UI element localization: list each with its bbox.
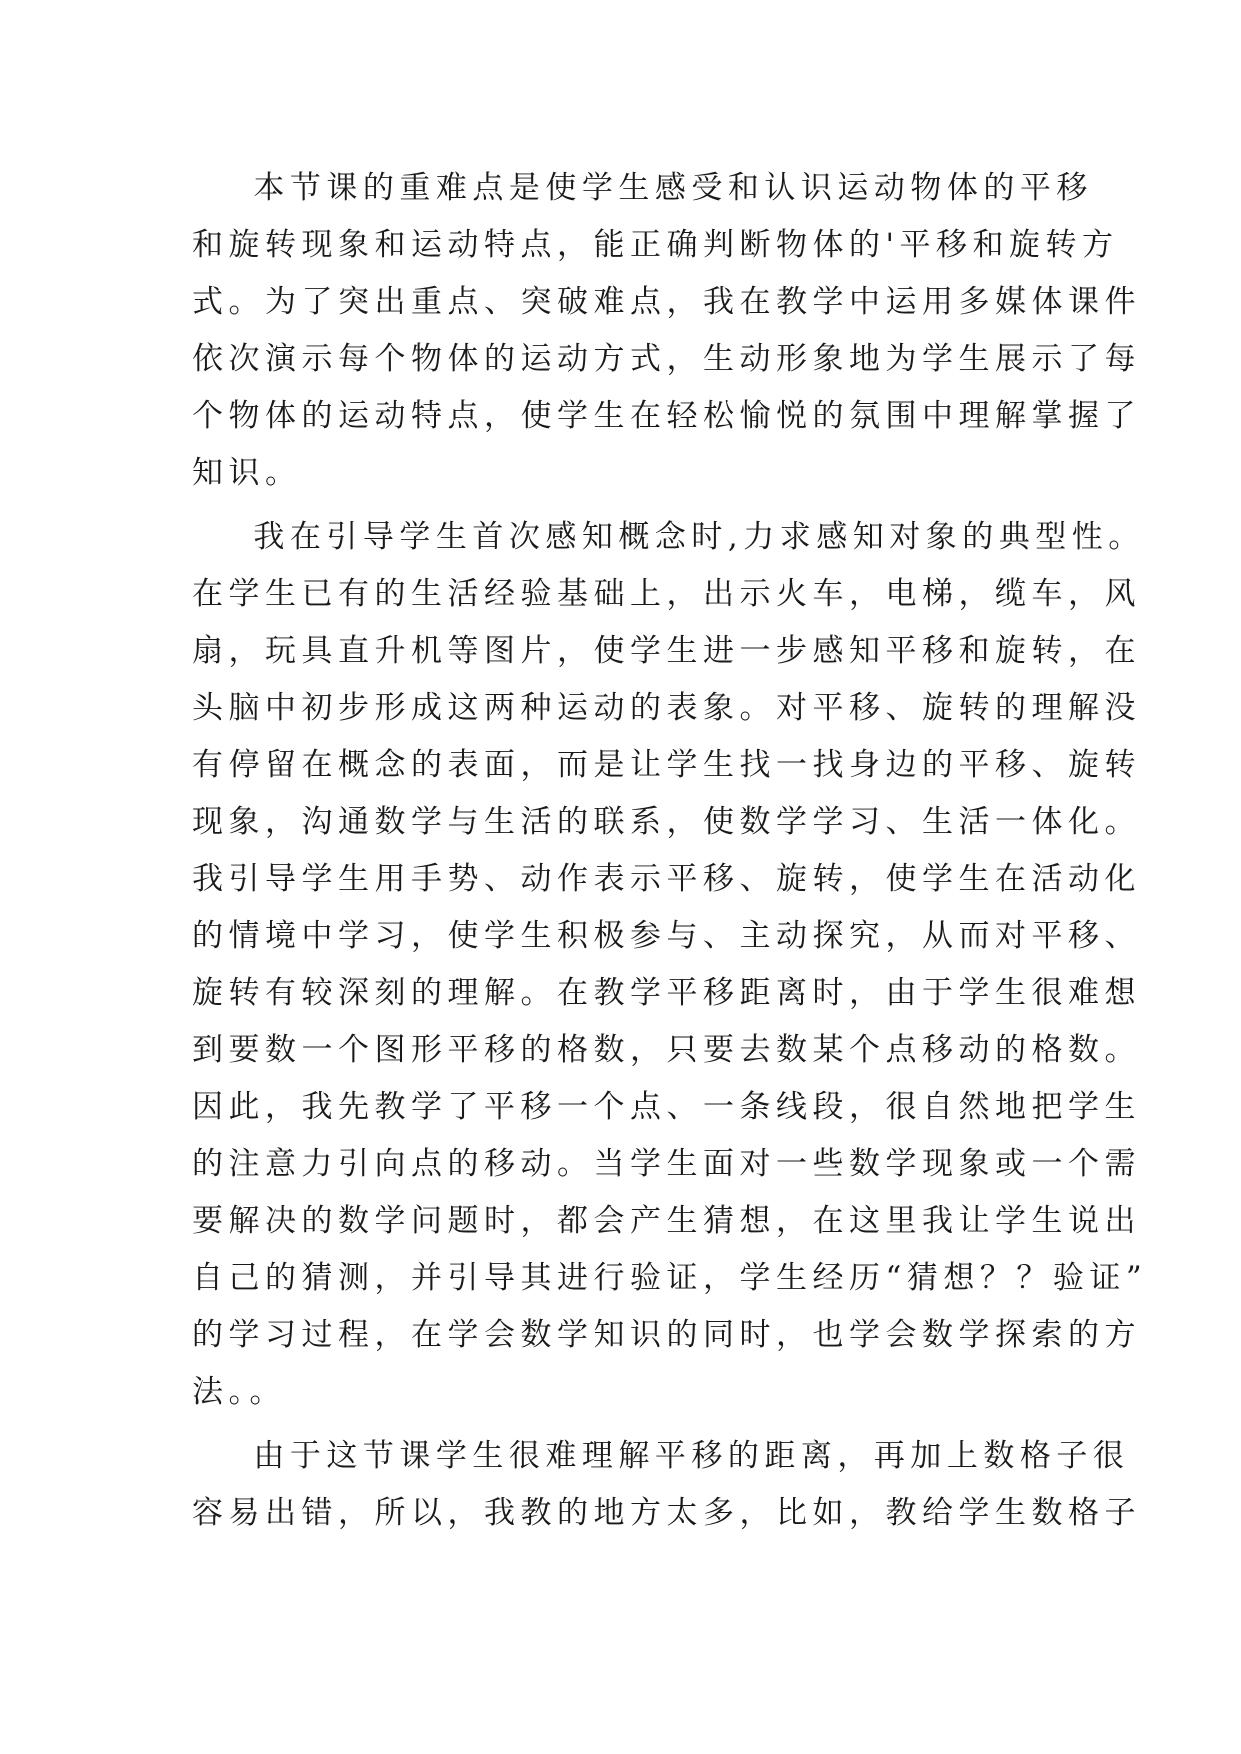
text-line: 现象，沟通数学与生活的联系，使数学学习、生活一体化。 xyxy=(192,804,1141,840)
text-line: 法。。 xyxy=(192,1374,286,1410)
text-line: 容易出错，所以，我教的地方太多，比如，教给学生数格子 xyxy=(192,1495,1141,1531)
text-line: 个物体的运动特点，使学生在轻松愉悦的氛围中理解掌握了 xyxy=(192,398,1141,434)
paragraph-2 xyxy=(192,509,1148,1421)
text-line: 有停留在概念的表面，而是让学生找一找身边的平移、旋转 xyxy=(192,747,1141,783)
text-line: 要解决的数学问题时，都会产生猜想，在这里我让学生说出 xyxy=(192,1203,1141,1239)
text-line: 在学生已有的生活经验基础上，出示火车，电梯，缆车，风 xyxy=(192,576,1141,612)
paragraph-1 xyxy=(192,160,1141,502)
text-line: 我引导学生用手势、动作表示平移、旋转，使学生在活动化 xyxy=(192,861,1141,897)
paragraph-spacer xyxy=(192,1421,1072,1428)
text-line: 的注意力引向点的移动。当学生面对一些数学现象或一个需 xyxy=(192,1146,1141,1182)
text-line: 的情境中学习，使学生积极参与、主动探究，从而对平移、 xyxy=(192,918,1141,954)
paragraph-3 xyxy=(192,1428,1141,1542)
document-body xyxy=(192,160,1148,1542)
text-line: 本节课的重难点是使学生感受和认识运动物体的平移 xyxy=(192,170,1093,206)
text-line: 扇，玩具直升机等图片，使学生进一步感知平移和旋转，在 xyxy=(192,633,1141,669)
text-line: 因此，我先教学了平移一个点、一条线段，很自然地把学生 xyxy=(192,1089,1141,1125)
text-line: 我在引导学生首次感知概念时,力求感知对象的典型性。 xyxy=(192,519,1145,555)
paragraph-spacer xyxy=(192,502,1072,509)
text-line: 依次演示每个物体的运动方式，生动形象地为学生展示了每 xyxy=(192,341,1141,377)
text-line: 知识。 xyxy=(192,455,302,491)
text-line: 自己的猜测，并引导其进行验证，学生经历“猜想？？验证” xyxy=(192,1260,1148,1296)
text-line: 到要数一个图形平移的格数，只要去数某个点移动的格数。 xyxy=(192,1032,1141,1068)
text-line: 和旋转现象和运动特点，能正确判断物体的'平移和旋转方 xyxy=(192,227,1119,263)
text-line: 式。为了突出重点、突破难点，我在教学中运用多媒体课件 xyxy=(192,284,1141,320)
text-line: 的学习过程，在学会数学知识的同时，也学会数学探索的方 xyxy=(192,1317,1141,1353)
text-line: 由于这节课学生很难理解平移的距离，再加上数格子很 xyxy=(192,1438,1130,1474)
text-line: 旋转有较深刻的理解。在教学平移距离时，由于学生很难想 xyxy=(192,975,1141,1011)
text-line: 头脑中初步形成这两种运动的表象。对平移、旋转的理解没 xyxy=(192,690,1141,726)
